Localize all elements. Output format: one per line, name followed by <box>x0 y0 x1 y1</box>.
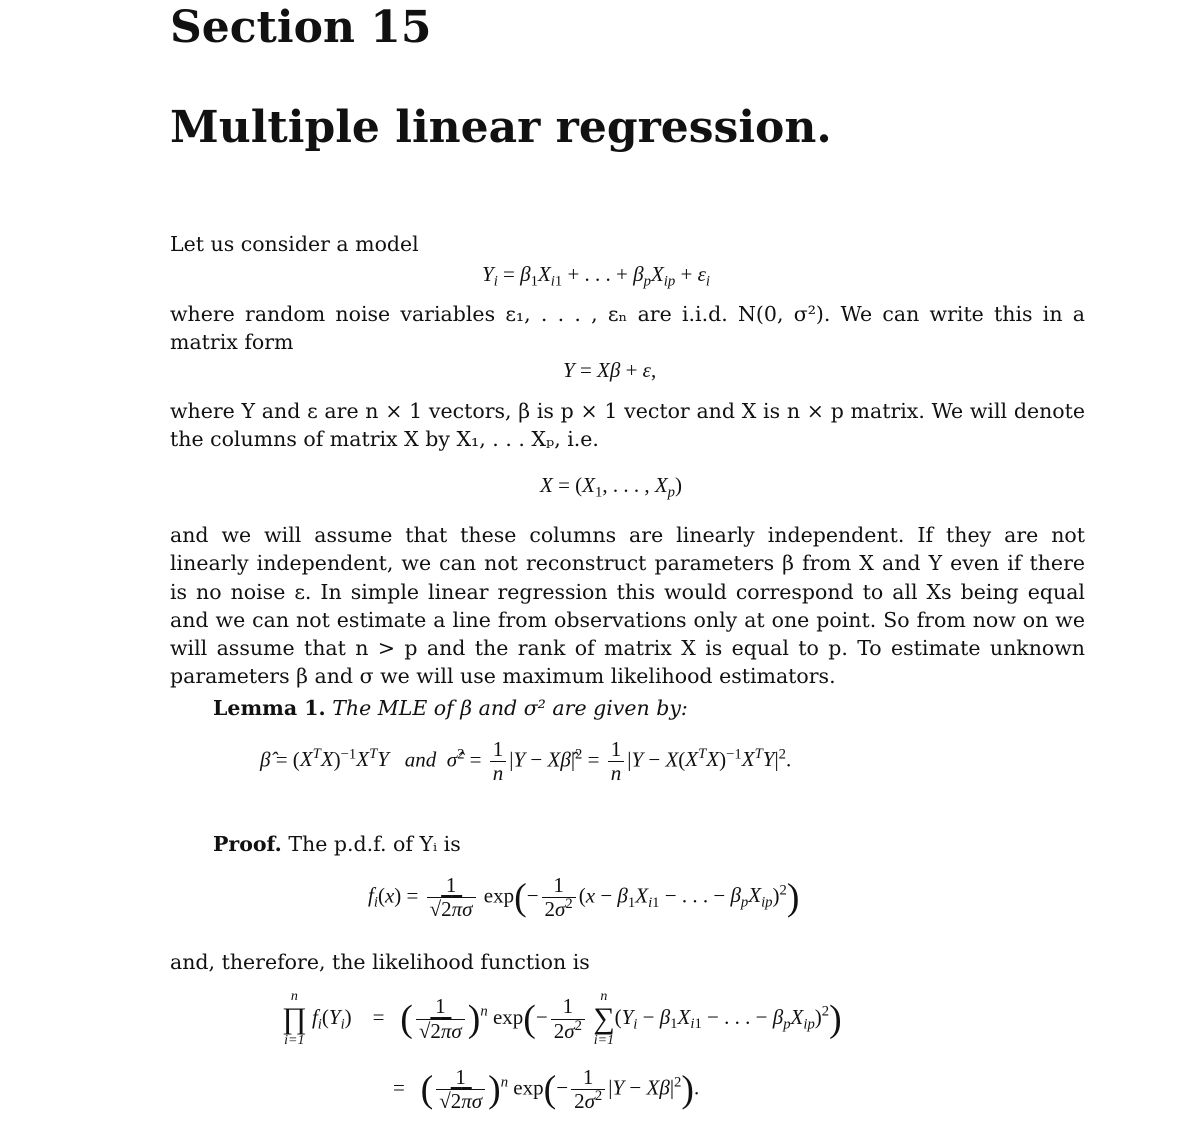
likelihood-equation-2: = ( $\frac{1}{√2\pi\sigma}$ )$^n$ exp(− $\frac{1}{2\sigma^2}$ $|Y - X\beta|^2$). <box>393 1065 700 1114</box>
lemma-statement <box>213 696 688 720</box>
proof-label: Proof. <box>213 832 282 856</box>
lemma-label: Lemma 1. <box>213 696 326 720</box>
intro-line: Let us consider a model <box>170 232 419 256</box>
section-heading: Section 15 <box>170 2 432 53</box>
page-title: Multiple linear regression. <box>170 102 832 153</box>
model-equation: $Y_i = \beta_1X_{i1}$ + . . . + $\beta_pX_{ip} + \varepsilon_i$ <box>482 262 710 290</box>
noise-sentence: where random noise variables ε₁, . . . , εₙ are i.i.d. N(0, σ²). We can write this in a matrix form <box>170 302 1085 355</box>
proof-text: The p.d.f. of Yᵢ is <box>288 832 461 856</box>
dimensions-sentence: where Y and ε are n × 1 vectors, β is p × 1 vector and X is n × p matrix. We will denote the columns of matrix X by X₁, . . . Xₚ, i.e. <box>170 399 1085 452</box>
pdf-equation: $f_i(x)$ = $\frac{1}{√2\pi\sigma}$ exp(− $\frac{1}{2\sigma^2}$ ($x - \beta_1X_{i1}$ − . . . − $\beta_pX_{ip})^2$) <box>368 873 800 922</box>
likelihood-equation-1: n ∏ i=1 $f_i(Y_i)$ = ( $\frac{1}{√2\pi\sigma}$ )$^n$ exp(− $\frac{1}{2\sigma^2}$ n ∑ i=1 ($Y_i - \beta_1X_{i1}$ − . . . − $\beta_pX_{ip})^2$) <box>282 989 842 1048</box>
likelihood-line: and, therefore, the likelihood function is <box>170 950 590 974</box>
mle-equation: β̂ = $(X^TX)^{-1}X^TY$ and σ̂$^2$ = $\frac{1}{n}$ $|Y - X\betâ|^2$ = $\frac{1}{n}$ $|Y - X(X^TX)^{-1}X^TY|^2$. <box>260 737 792 786</box>
assumption-paragraph: and we will assume that these columns are linearly independent. If they are not linearly independent, we can not reconstruct parameters β from X and Y even if there is no noise ε. In simple linear regression this would correspond to all Xs being equal and we can not estimate a line from observations only at one point. So from now on we will assume that n > p and the rank of matrix X is equal to p. To estimate unknown parameters β and σ we will use maximum likelihood estimators. <box>170 523 1085 689</box>
columns-equation: $X = (X_1$, . . . , $X_p$) <box>540 473 683 501</box>
lemma-text: The MLE of β and σ² are given by: <box>332 696 688 720</box>
proof-statement <box>213 832 461 856</box>
matrix-model-equation: Y = Xβ + ε, <box>563 358 657 382</box>
